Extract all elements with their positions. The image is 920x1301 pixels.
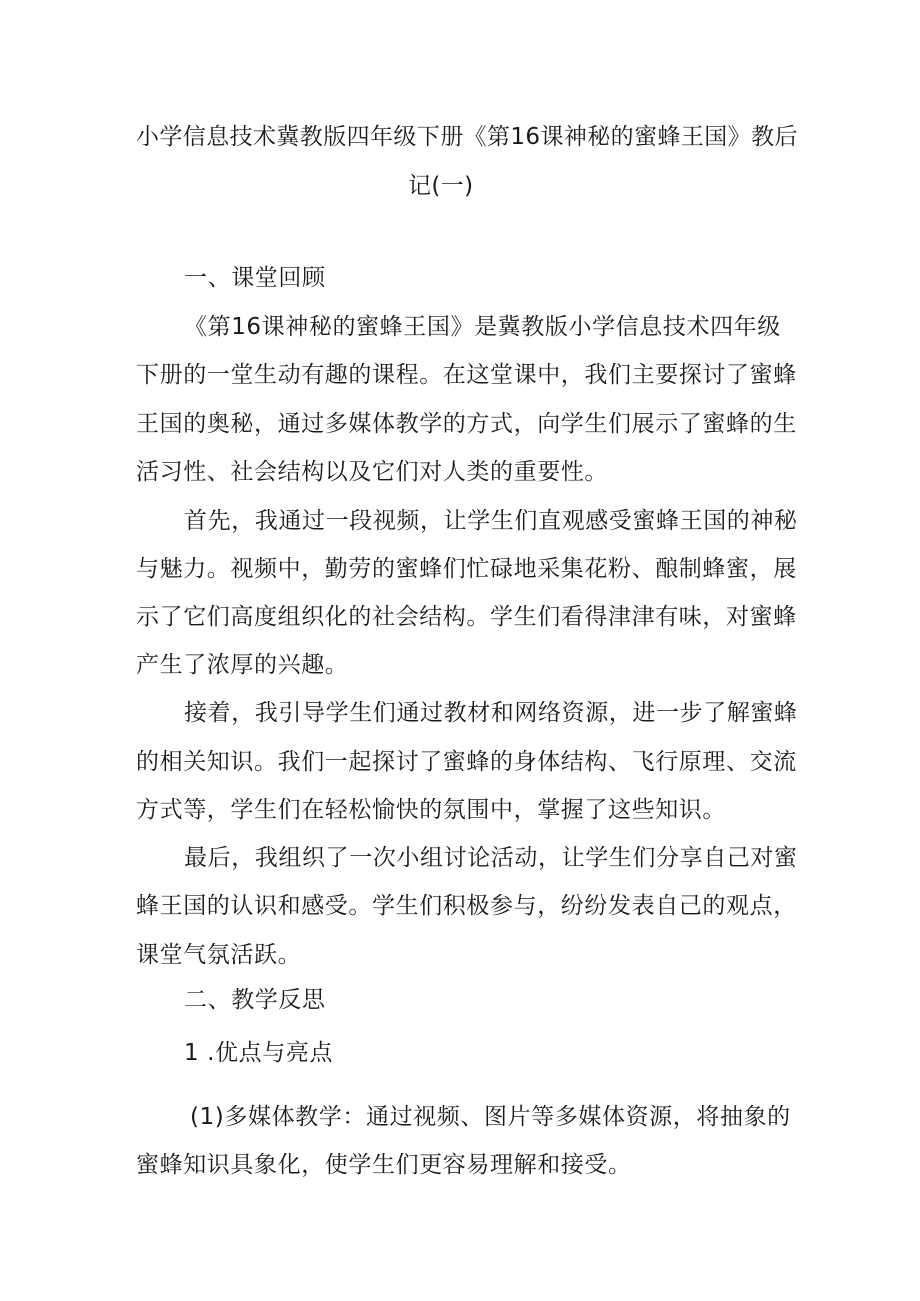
paragraph-text-line: 与魅力。视频中，勤劳的蜜蜂们忙碌地采集花粉、酿制蜂蜜，展 [136,556,797,582]
paragraph-text-line: 蜂王国的认识和感受。学生们积极参与，纷纷发表自己的观点， [136,893,797,919]
paragraph-text-line: 下册的一堂生动有趣的课程。在这堂课中，我们主要探讨了蜜蜂 [136,362,797,388]
paragraph-text-line: 首先，我通过一段视频，让学生们直观感受蜜蜂王国的神秘 [184,508,798,534]
document-title-line-2: 记(一) [408,173,474,199]
paragraph-text-line: 《第16课神秘的蜜蜂王国》是冀教版小学信息技术四年级 [184,314,781,340]
paragraph-text-line: 课堂气氛活跃。 [136,942,302,968]
section-heading-review: 一、课堂回顾 [184,265,326,291]
paragraph-text-line: 接着，我引导学生们通过教材和网络资源，进一步了解蜜蜂 [184,700,798,726]
subheading-strengths: 1 .优点与亮点 [184,1040,334,1066]
document-title-line-1: 小学信息技术冀教版四年级下册《第16课神秘的蜜蜂王国》教后 [136,124,798,150]
list-item-text-line: 蜜蜂知识具象化，使学生们更容易理解和接受。 [136,1152,632,1178]
paragraph-text-line: 产生了浓厚的兴趣。 [136,652,349,678]
paragraph-text-line: 活习性、社会结构以及它们对人类的重要性。 [136,459,608,485]
paragraph-text-line: 的相关知识。我们一起探讨了蜜蜂的身体结构、飞行原理、交流 [136,749,797,775]
paragraph-text-line: 最后，我组织了一次小组讨论活动，让学生们分享自己对蜜 [184,845,798,871]
section-heading-reflection: 二、教学反思 [184,987,326,1013]
paragraph-text-line: 王国的奥秘，通过多媒体教学的方式，向学生们展示了蜜蜂的生 [136,411,797,437]
paragraph-text-line: 方式等，学生们在轻松愉快的氛围中，掌握了这些知识。 [136,797,726,823]
paragraph-text-line: 示了它们高度组织化的社会结构。学生们看得津津有味，对蜜蜂 [136,604,797,630]
list-item-text-line: (1)多媒体教学：通过视频、图片等多媒体资源，将抽象的 [190,1104,791,1130]
